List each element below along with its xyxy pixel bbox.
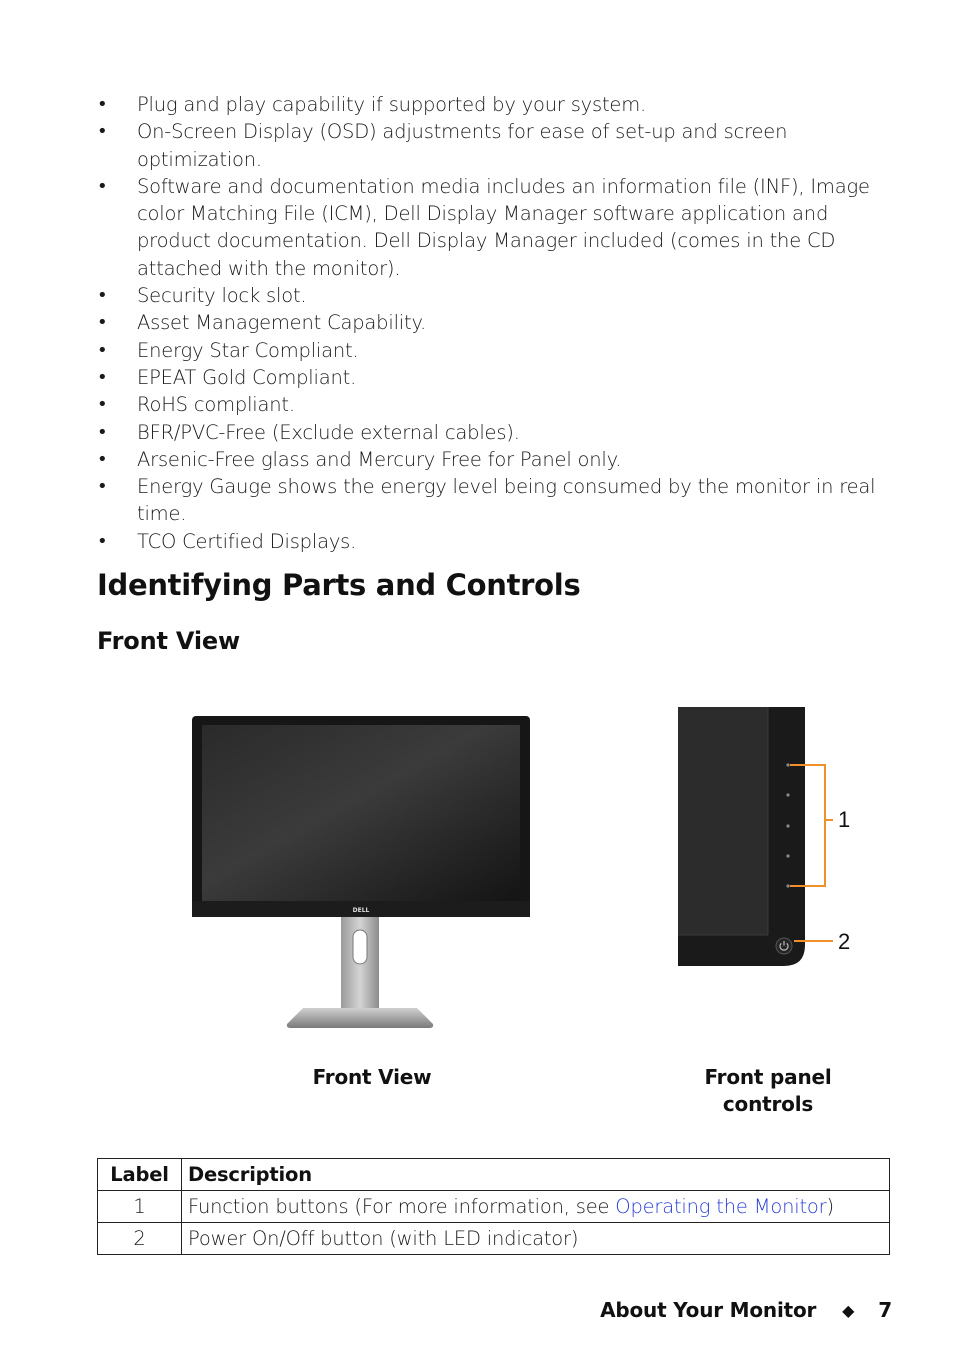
operating-monitor-link[interactable]: Operating the Monitor bbox=[615, 1194, 827, 1218]
feature-item: • EPEAT Gold Compliant. bbox=[97, 364, 897, 391]
row-label: 2 bbox=[98, 1223, 182, 1255]
cable-slot bbox=[353, 930, 367, 964]
feature-list bbox=[97, 91, 897, 555]
header-label: Label bbox=[98, 1159, 182, 1191]
bullet-icon: • bbox=[97, 121, 108, 143]
page-number: 7 bbox=[878, 1298, 892, 1322]
bullet-icon: • bbox=[97, 175, 108, 197]
bullet-icon: • bbox=[97, 366, 108, 388]
feature-item: • Energy Star Compliant. bbox=[97, 337, 897, 364]
function-button-dot bbox=[786, 793, 789, 796]
footer-section-title: About Your Monitor bbox=[600, 1298, 817, 1322]
header-description: Description bbox=[182, 1159, 890, 1191]
monitor-front-illustration bbox=[185, 708, 540, 1034]
caption-front-view: Front View bbox=[312, 1065, 432, 1089]
page-footer bbox=[600, 1298, 892, 1322]
row-description: Power On/Off button (with LED indicator) bbox=[182, 1223, 890, 1255]
table-row bbox=[98, 1223, 890, 1255]
table-header-row bbox=[98, 1159, 890, 1191]
bullet-icon: • bbox=[97, 285, 108, 307]
function-button-dot bbox=[786, 824, 789, 827]
subsection-title: Front View bbox=[97, 627, 240, 655]
bullet-icon: • bbox=[97, 530, 108, 552]
bullet-icon: • bbox=[97, 476, 108, 498]
function-button-dot bbox=[786, 854, 789, 857]
stand-base bbox=[287, 1008, 433, 1028]
monitor-screen bbox=[202, 725, 520, 901]
bullet-icon: • bbox=[97, 94, 108, 115]
table-row bbox=[98, 1191, 890, 1223]
parts-table bbox=[97, 1158, 890, 1255]
power-button bbox=[776, 938, 792, 954]
section-title: Identifying Parts and Controls bbox=[97, 568, 581, 602]
front-panel-closeup bbox=[670, 700, 870, 975]
callout-label-2: 2 bbox=[838, 929, 851, 954]
panel-screen bbox=[678, 707, 768, 935]
bullet-icon: • bbox=[97, 421, 108, 443]
feature-item: • Plug and play capability if supported by your system. bbox=[97, 91, 897, 118]
function-button-dot bbox=[786, 763, 789, 766]
feature-item: • Energy Gauge shows the energy level being consumed by the monitor in real time. bbox=[97, 475, 876, 526]
feature-item: • Software and documentation media includes an information file (INF), Image color Matching File (ICM), Dell Display Manager software application and product documentation. Dell Display Manager included (comes in the CD attached with the monitor). bbox=[97, 174, 870, 280]
function-button-dot bbox=[786, 884, 789, 887]
row-label: 1 bbox=[98, 1191, 182, 1223]
feature-item: • RoHS compliant. bbox=[97, 391, 897, 418]
feature-item: • On-Screen Display (OSD) adjustments for ease of set-up and screen optimization. bbox=[97, 120, 788, 171]
feature-item: • Arsenic-Free glass and Mercury Free for Panel only. bbox=[97, 446, 897, 473]
feature-item: • TCO Certified Displays. bbox=[97, 528, 897, 555]
row-description: Function buttons (For more information, see Operating the Monitor) bbox=[182, 1191, 890, 1223]
caption-front-panel: Front panel controls bbox=[704, 1065, 832, 1116]
bullet-icon: • bbox=[97, 339, 108, 361]
feature-item: • Asset Management Capability. bbox=[97, 309, 897, 336]
feature-item: • BFR/PVC-Free (Exclude external cables). bbox=[97, 419, 897, 446]
feature-item: • Security lock slot. bbox=[97, 282, 897, 309]
bullet-icon: • bbox=[97, 448, 108, 470]
bullet-icon: • bbox=[97, 312, 108, 334]
dell-logo: DELL bbox=[352, 907, 370, 914]
callout-label-1: 1 bbox=[838, 807, 851, 832]
bullet-icon: • bbox=[97, 394, 108, 416]
diamond-icon: ◆ bbox=[842, 1301, 855, 1320]
